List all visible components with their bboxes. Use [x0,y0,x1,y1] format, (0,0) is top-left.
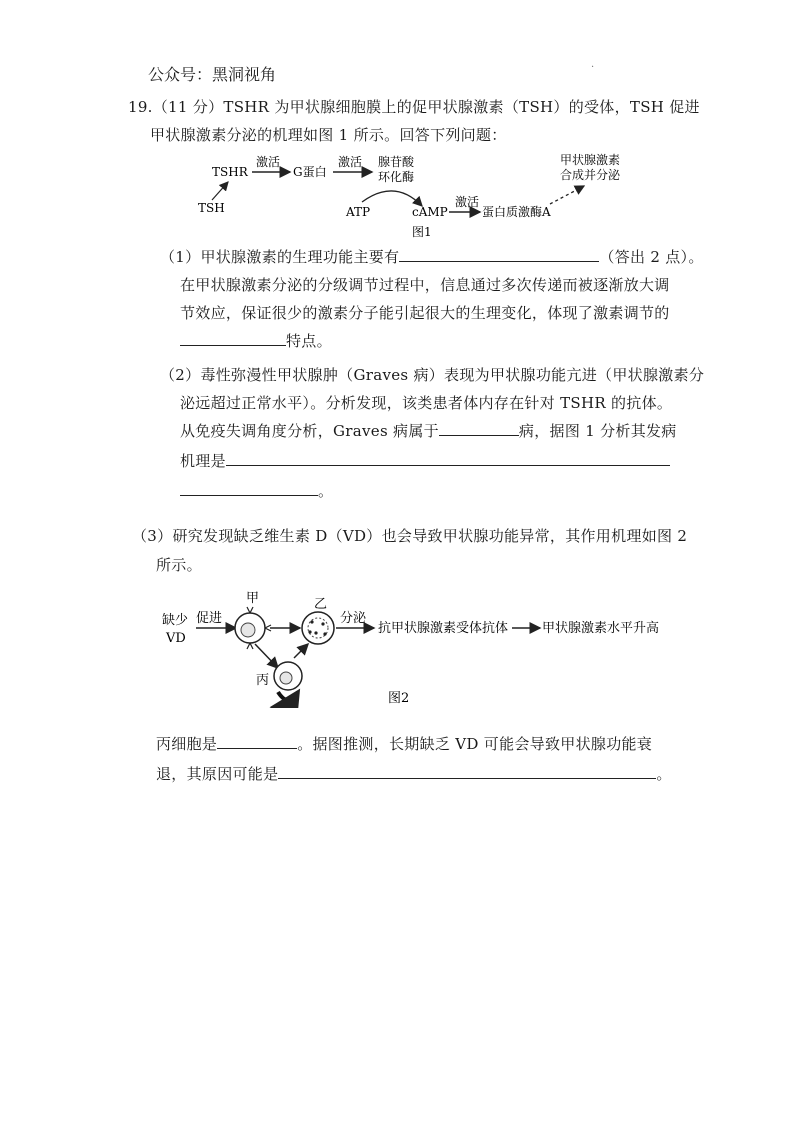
part2-line2: 泌远超过正常水平）。分析发现，该类患者体内存在针对 TSHR 的抗体。 [180,394,673,412]
fig2-arrow-bing-to-yi [294,644,308,658]
part1-line4-text: 特点。 [286,332,332,350]
fig1-result-line2: 合成并分泌 [560,168,621,182]
fig1-dashed-arrow [550,186,584,204]
part1-answer-blank-2[interactable] [180,330,286,346]
part2-line5 [180,480,333,501]
fig2-cell-bing [274,662,302,700]
fig1-atp: ATP [346,205,371,219]
fig2-cell-yi-label: 乙 [314,597,328,612]
part2-line3 [180,420,677,441]
account-header: 公众号：黑洞视角 [148,65,277,84]
part2-line3-prompt: 从免疫失调角度分析，Graves 病属于 [180,422,439,440]
part2-answer-blank-2[interactable] [226,450,670,466]
fig2-caption: 图2 [388,691,410,706]
fig1-activate-3: 激活 [455,195,480,209]
part3-q2-end: 。 [656,765,672,783]
fig2-result-label: 甲状腺激素水平升高 [542,621,660,636]
fig1-result-line1: 甲状腺激素 [560,153,621,167]
fig2-secrete-label: 分泌 [340,611,367,626]
fig1-pka: 蛋白质激酶A [482,205,551,219]
part3-q1-prompt: 丙细胞是 [156,735,218,753]
fig1-enzyme-line2: 环化酶 [378,170,415,184]
figure-1-diagram [190,150,650,242]
fig2-cell-jia [235,607,271,649]
part2-answer-blank-1[interactable] [439,420,519,436]
fig2-cell-bing-label: 丙 [256,673,270,688]
fig1-atp-curve [362,191,422,206]
fig1-activate-1: 激活 [256,155,281,169]
fig1-g-protein: G蛋白 [293,165,327,179]
part2-line3-tail: 病，据图 1 分析其发病 [518,422,677,440]
part3-q2-prompt: 退，其原因可能是 [156,765,279,783]
part3-line1: （3）研究发现缺乏维生素 D（VD）也会导致甲状腺功能异常，其作用机理如图 2 [132,527,688,545]
part3-line2: 所示。 [156,556,202,574]
fig2-cell-yi [302,612,334,644]
fig1-enzyme-line1: 腺苷酸 [378,155,415,169]
fig1-camp: cAMP [412,205,448,219]
fig1-tsh: TSH [198,201,225,215]
fig2-vd-label: VD [166,631,186,646]
fig2-promote-label: 促进 [196,611,223,626]
part1-line1 [160,246,704,267]
fig1-tsh-arrow [212,182,228,200]
part1-line4 [180,330,332,351]
part3-answer-blank-1[interactable] [217,733,297,749]
fig2-arrow-to-bing [255,644,278,668]
part2-line5-end: 。 [318,482,334,500]
part2-line1: （2）毒性弥漫性甲状腺肿（Graves 病）表现为甲状腺功能亢进（甲状腺激素分 [160,366,705,384]
figure-2-diagram [160,588,680,708]
fig2-cell-jia-label: 甲 [246,591,260,606]
part2-answer-blank-3[interactable] [180,480,318,496]
part1-line2: 在甲状腺激素分泌的分级调节过程中，信息通过多次传递而被逐渐放大调 [180,276,670,294]
part1-line1-prompt: （1）甲状腺激素的生理功能主要有 [160,248,400,266]
question-19-title-line1: 19.（11 分）TSHR 为甲状腺细胞膜上的促甲状腺激素（TSH）的受体，TSH 促进 [128,98,700,116]
part1-line3: 节效应，保证很少的激素分子能引起很大的生理变化，体现了激素调节的 [180,304,670,322]
part2-line4-prompt: 机理是 [180,452,226,470]
question-19-title-line2: 甲状腺激素分泌的机理如图 1 所示。回答下列问题： [150,126,507,144]
part2-line4 [180,450,670,471]
part3-answer-blank-2[interactable] [278,763,656,779]
corner-mark: · [591,62,595,73]
part3-question-line2 [156,763,672,784]
part3-q1-tail: 。据图推测，长期缺乏 VD 可能会导致甲状腺功能衰 [297,735,653,753]
fig1-caption: 图1 [412,225,432,239]
part1-line1-hint: （答出 2 点）。 [599,248,704,266]
fig2-lack-label: 缺少 [162,613,189,628]
fig1-activate-2: 激活 [338,155,363,169]
part3-question-line1 [156,733,652,754]
part1-answer-blank-1[interactable] [399,246,599,262]
fig2-antibody-label: 抗甲状腺激素受体抗体 [378,621,509,636]
fig1-tshr: TSHR [212,165,248,179]
